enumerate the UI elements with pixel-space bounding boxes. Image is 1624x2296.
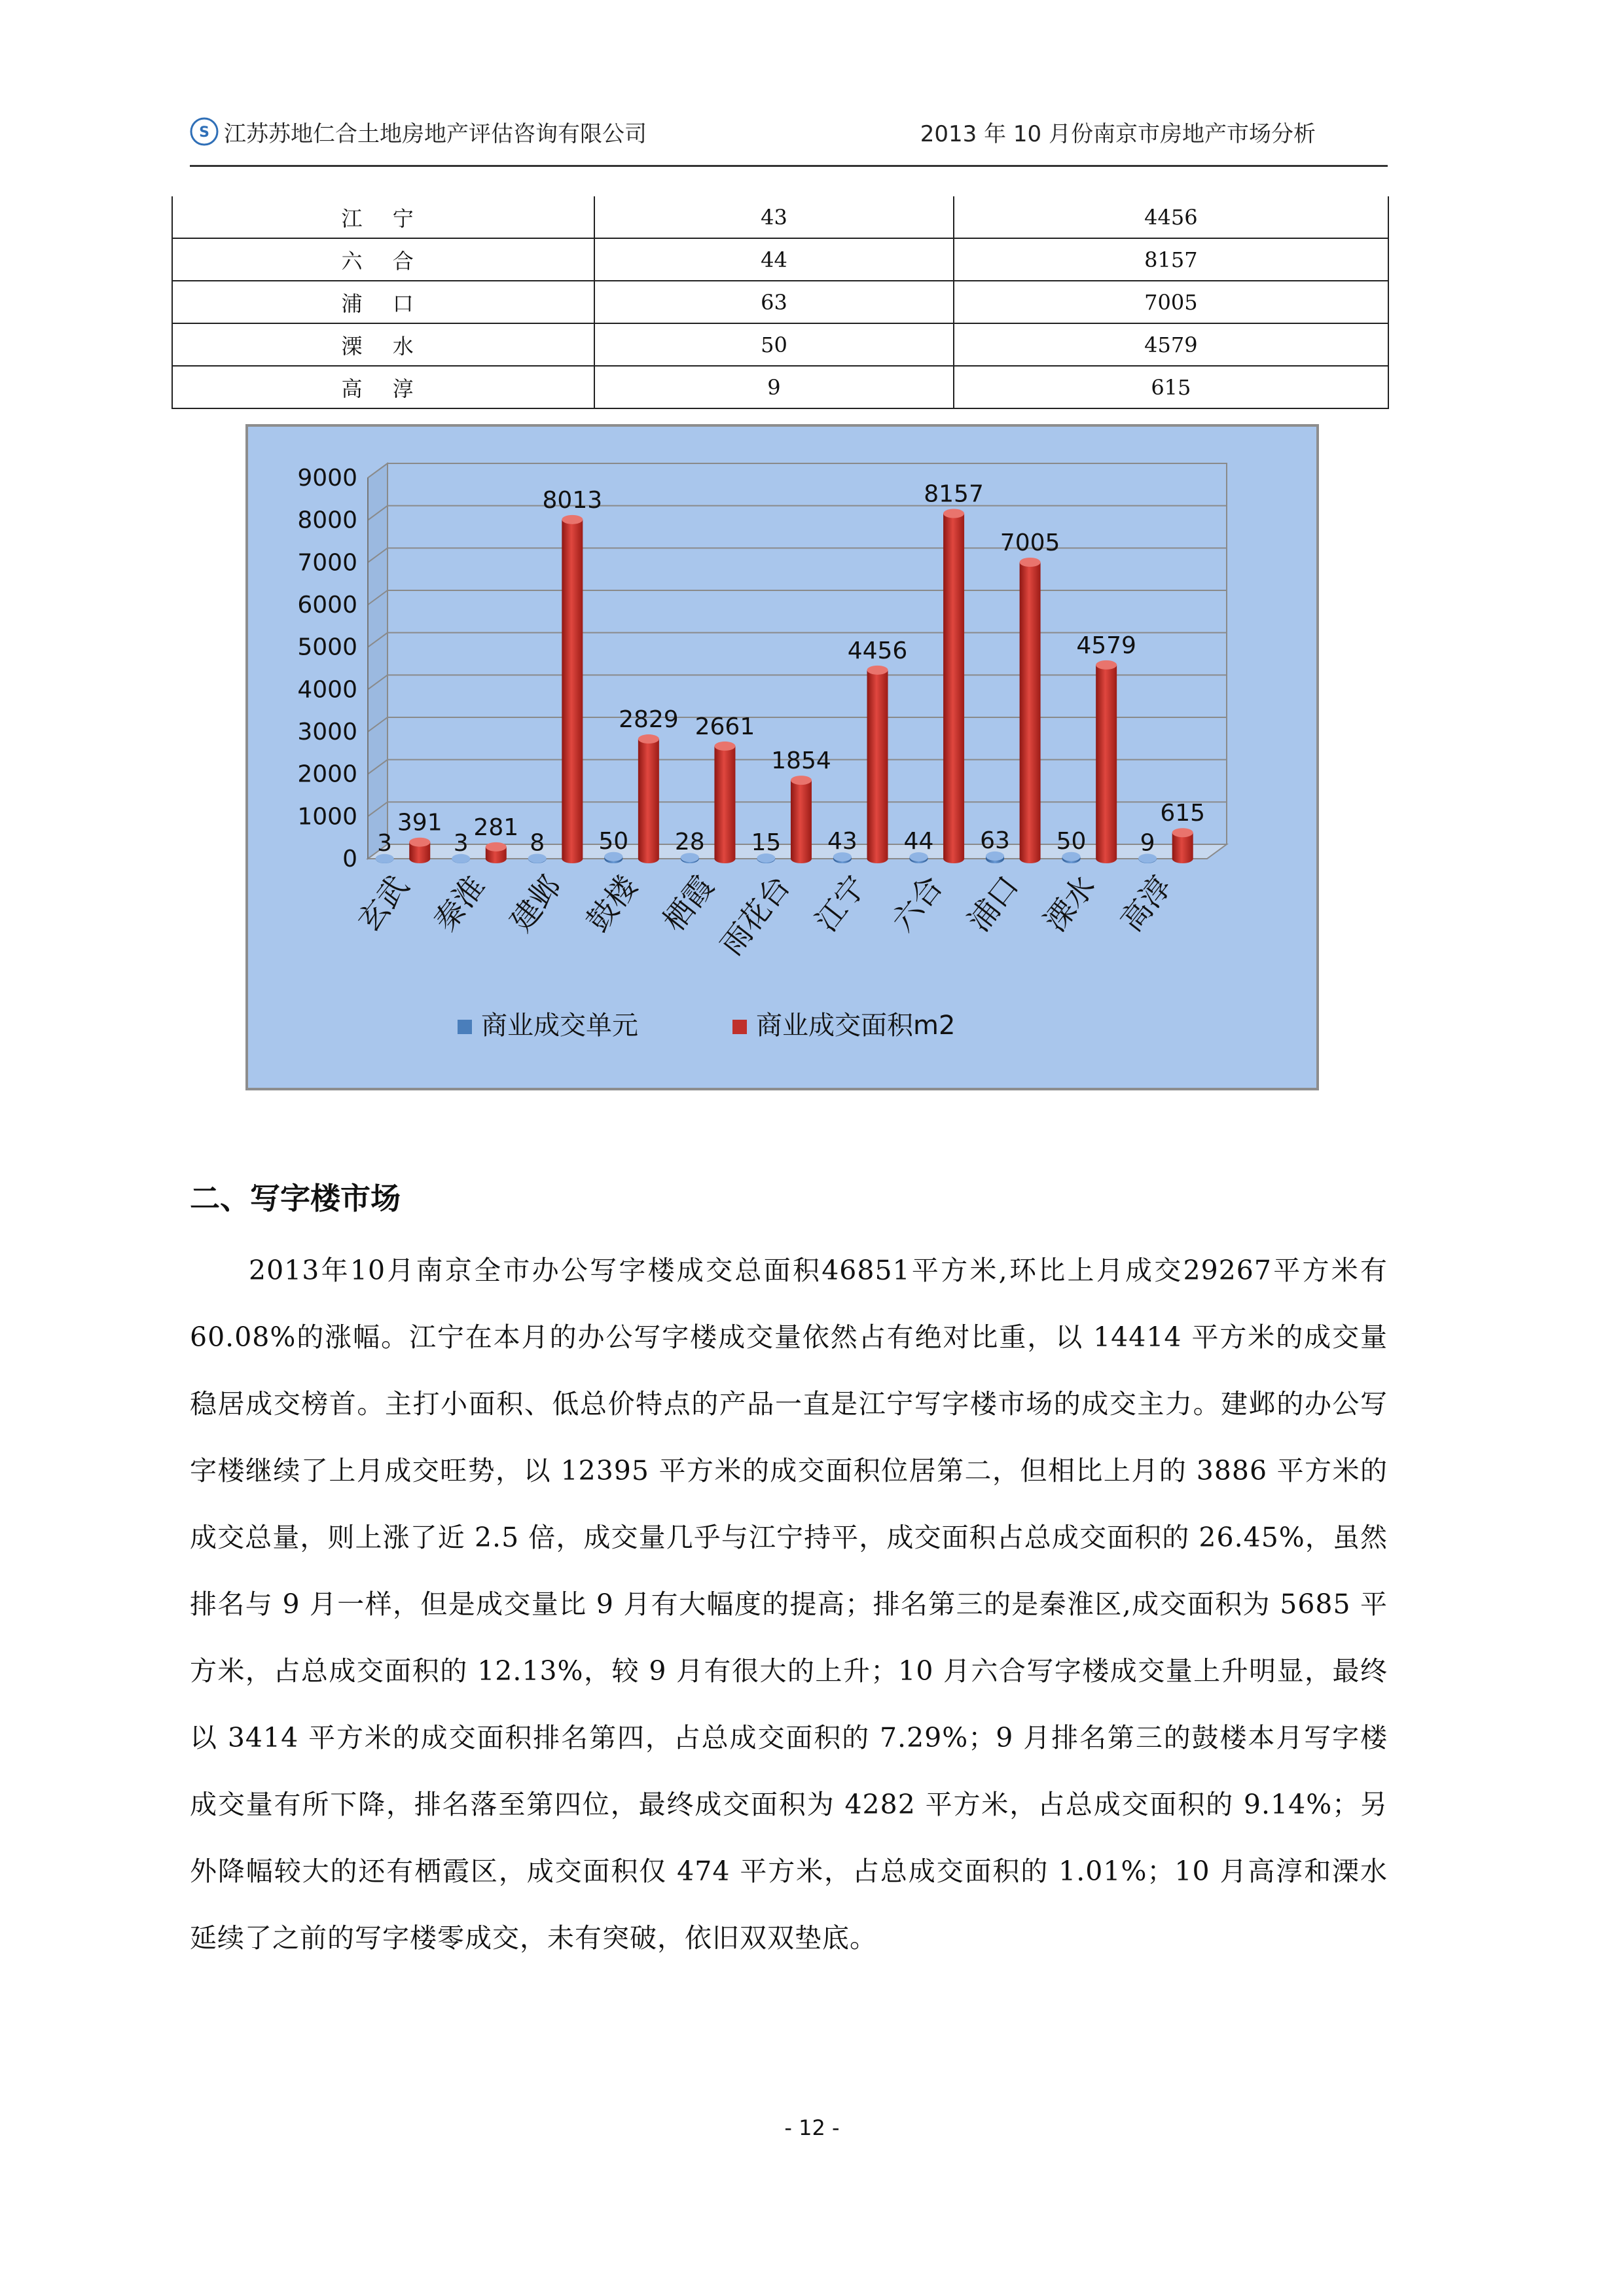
data-label-units: 8 [530,829,545,857]
data-label-area: 615 [1160,800,1206,827]
legend-label: 商业成交单元 [481,1011,638,1041]
x-tick-label: 六合 [884,869,950,939]
data-label-area: 7005 [1000,529,1060,557]
y-tick-label: 4000 [297,676,357,704]
table-cell: 50 [594,323,953,366]
bar-area-5 [791,776,812,863]
y-tick-label: 1000 [297,803,357,831]
y-tick-label: 2000 [297,761,357,788]
company-logo-icon [190,117,219,146]
svg-text:S: S [199,124,209,141]
bar-area-3 [638,734,659,863]
data-label-units: 28 [674,829,705,856]
y-tick-label: 7000 [297,549,357,577]
table-cell: 六 合 [172,238,594,281]
legend-label: 商业成交面积m2 [756,1011,956,1041]
data-label-area: 4579 [1076,632,1136,659]
data-label-units: 3 [453,829,469,857]
y-axis-ticks [297,465,368,872]
bar-area-1 [486,842,507,863]
table-cell: 44 [594,238,953,281]
data-label-area: 281 [473,814,519,841]
chart-side-wall [368,463,388,859]
table-cell: 浦 口 [172,281,594,323]
page-header [190,115,1388,167]
table-body [172,196,1388,408]
table-cell: 9 [594,366,953,408]
table-cell: 615 [954,366,1388,408]
data-label-area: 391 [397,809,442,836]
x-tick-label: 鼓楼 [579,869,645,939]
table-cell: 7005 [954,281,1388,323]
data-label-area: 8157 [924,480,984,508]
x-axis-ticks [351,869,1179,962]
data-label-area: 2829 [619,706,679,734]
data-label-units: 3 [377,829,393,857]
y-tick-label: 3000 [297,719,357,745]
x-tick-label: 栖霞 [655,869,721,939]
chart-canvas [248,427,1316,1088]
section-heading: 二、写字楼市场 [190,1181,401,1216]
bar-chart [245,424,1319,1090]
x-tick-label: 浦口 [960,869,1026,939]
y-tick-label: 5000 [297,634,357,661]
data-label-units: 15 [751,829,782,857]
y-tick-label: 0 [342,846,357,872]
bar-area-6 [867,666,888,863]
data-label-area: 1854 [771,747,831,775]
x-tick-label: 溧水 [1037,869,1102,939]
x-tick-label: 秦淮 [427,869,492,939]
bar-area-7 [943,509,964,863]
data-label-units: 50 [1056,827,1087,855]
y-tick-label: 8000 [297,507,357,534]
data-label-units: 44 [903,828,934,855]
data-label-units: 9 [1140,829,1155,857]
bar-area-9 [1096,660,1117,863]
district-table [171,196,1389,409]
x-tick-label: 雨花台 [713,869,797,962]
table-cell: 江 宁 [172,196,594,238]
data-label-area: 4456 [847,637,908,664]
data-label-area: 2661 [695,713,755,740]
bar-area-4 [714,742,735,863]
x-tick-label: 江宁 [808,869,874,939]
data-label-units: 43 [827,828,857,855]
table-row [172,366,1388,408]
table-cell: 4579 [954,323,1388,366]
table-cell: 43 [594,196,953,238]
legend-swatch [458,1020,472,1034]
x-tick-label: 高淳 [1113,869,1179,939]
header-divider [190,165,1388,167]
table-row [172,323,1388,366]
x-tick-label: 玄武 [350,869,416,939]
x-tick-label: 建邺 [503,869,568,939]
bar-area-10 [1172,828,1193,863]
company-name: 江苏苏地仁合土地房地产评估咨询有限公司 [224,121,647,147]
table-row [172,281,1388,323]
table-cell: 溧 水 [172,323,594,366]
page-number: - 12 - [784,2115,840,2140]
data-label-area: 8013 [542,486,603,514]
bar-area-8 [1020,558,1041,863]
chart-legend [458,1011,955,1041]
table-cell: 4456 [954,196,1388,238]
table-row [172,238,1388,281]
y-tick-label: 9000 [297,465,357,492]
legend-swatch [732,1020,747,1034]
table-cell: 高 淳 [172,366,594,408]
data-label-units: 63 [980,827,1010,854]
report-title: 2013 年 10 月份南京市房地产市场分析 [920,121,1316,147]
y-tick-label: 6000 [297,592,357,619]
table-cell: 8157 [954,238,1388,281]
bar-area-0 [409,838,430,863]
section-paragraph: 2013年10月南京全市办公写字楼成交总面积46851平方米,环比上月成交29267平方米有 60.08%的涨幅。江宁在本月的办公写字楼成交量依然占有绝对比重，以 14414 平方米的成交量稳居成交榜首。主打小面积、低总价特点的产品一直是江宁写字楼市场的成交主力。建邺的办公写字楼继续了上月成交旺势，以 12395 平方米的成交面积位居第二，但相比上月的 3886 平方米的成交总量，则上涨了近 2.5 倍，成交量几乎与江宁持平，成交面积占总成交面积的 26.45%，虽然排名与 9 月一样，但是成交量比 9 月有大幅度的提高；排名第三的是秦淮区,成交面积为 5685 平方米，占总成交面积的 12.13%，较 9 月有很大的上升；10 月六合写字楼成交量上升明显，最终以 3414 平方米的成交面积排名第四，占总成交面积的 7.29%；9 月排名第三的鼓楼本月写字楼成交量有所下降，排名落至第四位，最终成交面积为 4282 平方米，占总成交面积的 9.14%；另外降幅较大的还有栖霞区，成交面积仅 474 平方米，占总成交面积的 1.01%；10 月高淳和溧水延续了之前的写字楼零成交，未有突破，依旧双双垫底。 [190,1255,1388,1954]
data-label-units: 50 [598,827,629,855]
table-row [172,196,1388,238]
table-cell: 63 [594,281,953,323]
bar-area-2 [562,515,583,863]
